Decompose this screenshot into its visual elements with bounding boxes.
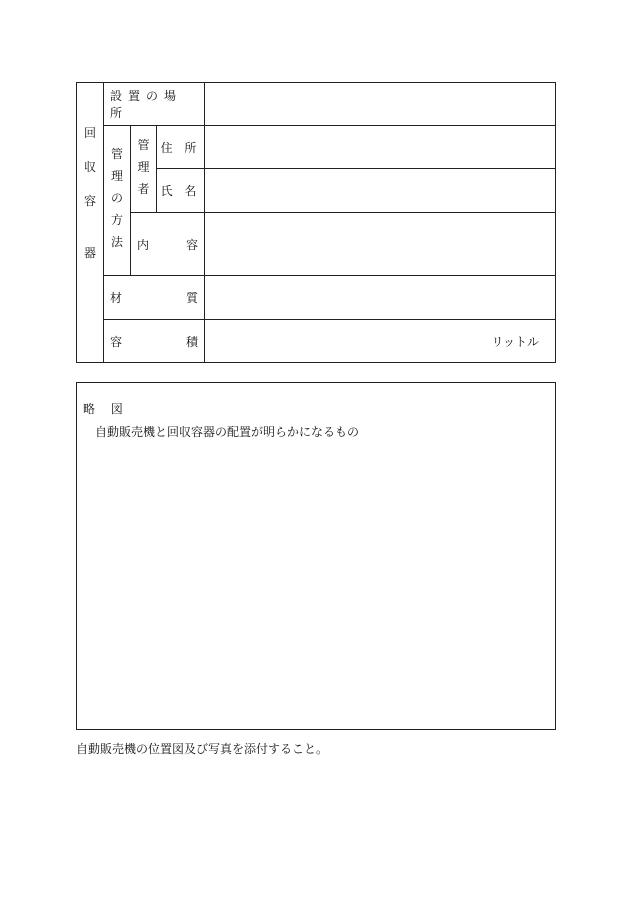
content-label: 内 容 <box>137 237 198 252</box>
content-label-cell <box>131 213 205 276</box>
sketch-instruction: 自動販売機と回収容器の配置が明らかになるもの <box>95 425 360 439</box>
volume-unit: リットル <box>491 334 539 349</box>
material-label-cell <box>104 276 205 320</box>
location-label: 設置の場所 <box>110 89 183 120</box>
material-field[interactable] <box>205 276 556 320</box>
method-label: 管 理 の 方 法 <box>110 147 123 249</box>
management-content-field[interactable] <box>205 213 556 276</box>
location-label-cell <box>104 83 205 126</box>
address-label: 住 所 <box>160 140 201 155</box>
sketch-box[interactable] <box>76 382 556 730</box>
manager-label: 管 理 者 <box>137 138 150 196</box>
method-label-cell <box>104 126 131 276</box>
name-label: 氏 名 <box>160 184 201 198</box>
manager-address-field[interactable] <box>205 126 556 169</box>
name-label-cell <box>157 169 205 213</box>
address-label-cell <box>157 126 205 169</box>
section-label: 回 収 容 器 <box>83 126 96 260</box>
footer-note: 自動販売機の位置図及び写真を添付すること。 <box>76 742 329 756</box>
section-label-cell <box>77 83 104 363</box>
manager-name-field[interactable] <box>205 169 556 213</box>
volume-label: 容 積 <box>110 334 198 349</box>
sketch-title: 略 図 <box>83 402 129 416</box>
volume-field[interactable] <box>205 320 556 363</box>
material-label: 材 質 <box>110 291 198 305</box>
manager-label-cell <box>131 126 157 213</box>
collection-container-form <box>76 82 556 363</box>
location-field[interactable] <box>205 83 556 126</box>
volume-label-cell <box>104 320 205 363</box>
